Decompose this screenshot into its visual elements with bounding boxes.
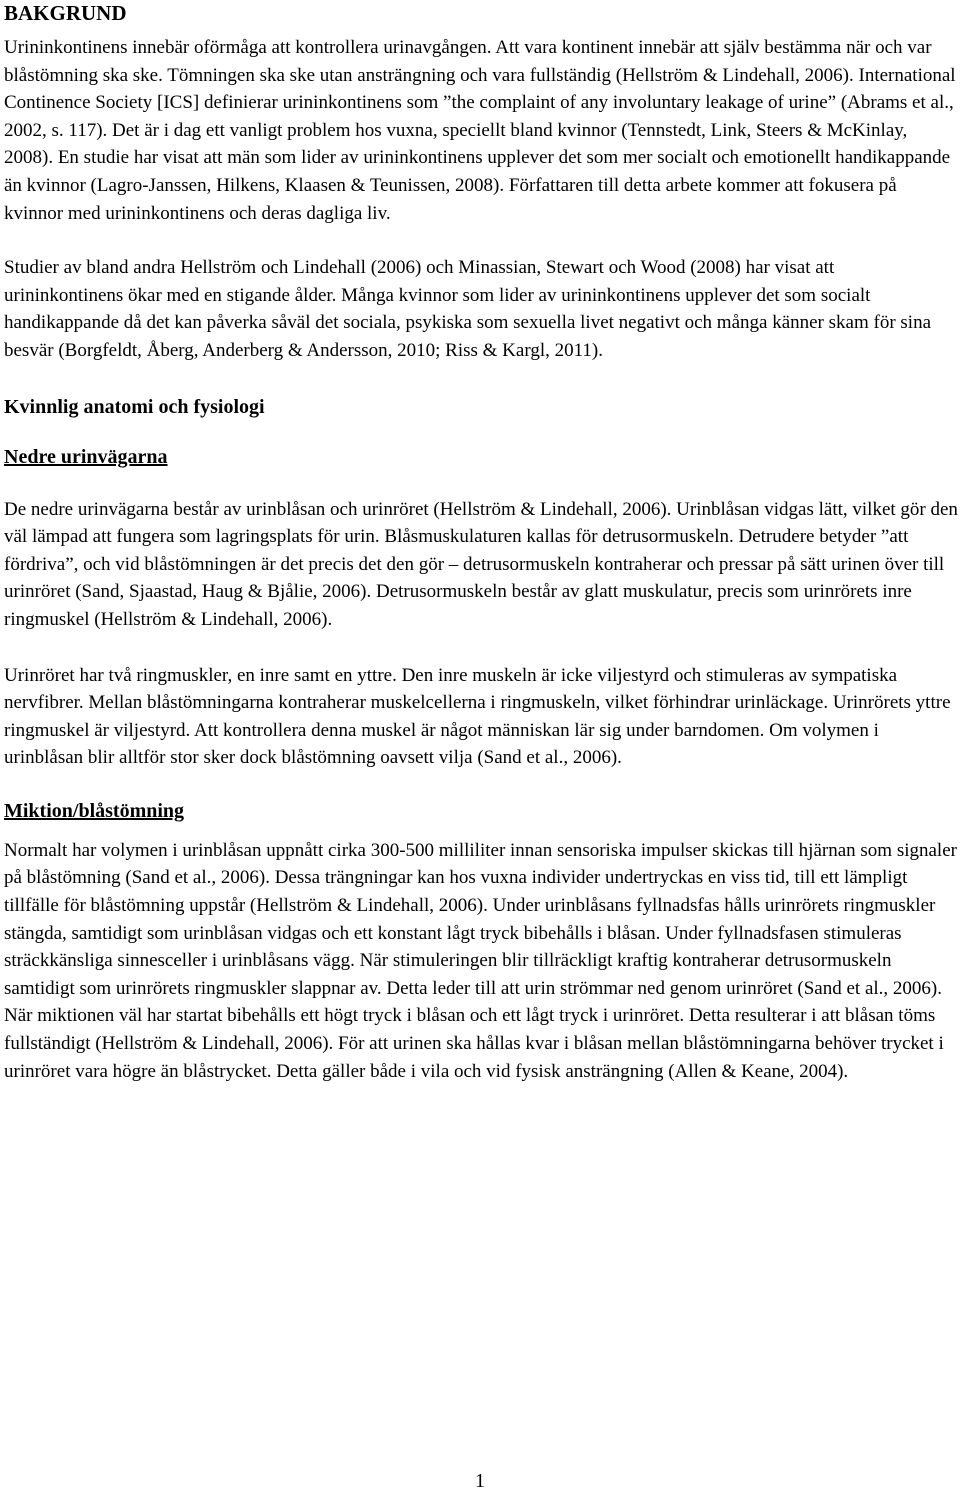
subheading-lower-urinary: Nedre urinvägarna: [4, 445, 168, 468]
page-number: 1: [475, 1470, 485, 1492]
subheading-micturition: Miktion/blåstömning: [4, 799, 185, 822]
subheading-anatomy: Kvinnlig anatomi och fysiologi: [4, 395, 265, 418]
document-page: [4, 0, 958, 1085]
section-heading: BAKGRUND: [4, 1, 127, 25]
paragraph-lower-urinary: De nedre urinvägarna består av urinblåsan och urinröret (Hellström & Lindehall, 2006). Urinblåsan vidgas lätt, vilket gör den väl lämpad att fungera som lagringsplats för urin. Blåsmuskulaturen kallas för detrusormuskeln. Detrudere betyder ”att fördriva”, och vid blåstömningen är det precis det den gör – detrusormuskeln kontraherar och pressar på sätt urinen över till urinröret (Sand, Sjaastad, Haug & Bjålie, 2006). Detrusormuskeln består av glatt muskulatur, precis som urinrörets inre ringmuskel (Hellström & Lindehall, 2006).: [4, 498, 958, 630]
paragraph-prevalence: Studier av bland andra Hellström och Lindehall (2006) och Minassian, Stewart och Wood (2008) har visat att urininkontinens ökar med en stigande ålder. Många kvinnor som lider av urininkontinens upplever det som socialt handikappande då det kan påverka såväl det sociala, psykiska som sexuella livet negativt och många känner skam för sina besvär (Borgfeldt, Åberg, Anderberg & Andersson, 2010; Riss & Kargl, 2011).: [4, 257, 932, 361]
paragraph-intro: Urininkontinens innebär oförmåga att kontrollera urinavgången. Att vara kontinent innebär att själv bestämma när och var blåstömning ska ske. Tömningen ska ske utan ansträngning och vara fullständig (Hellström & Lindehall, 2006). International Continence Society [ICS] definierar urininkontinens som ”the complaint of any involuntary leakage of urine” (Abrams et al., 2002, s. 117). Det är i dag ett vanligt problem hos vuxna, speciellt bland kvinnor (Tennstedt, Link, Steers & McKinlay, 2008). En studie har visat att män som lider av urininkontinens upplever det som mer socialt och emotionellt handikappande än kvinnor (Lagro-Janssen, Hilkens, Klaasen & Teunissen, 2008). Författaren till detta arbete kommer att fokusera på kvinnor med urininkontinens och deras dagliga liv.: [4, 37, 956, 224]
paragraph-urethra: Urinröret har två ringmuskler, en inre samt en yttre. Den inre muskeln är icke viljestyrd och stimuleras av sympatiska nervfibrer. Mellan blåstömningarna kontraherar muskelcellerna i ringmuskeln, vilket förhindrar urinläckage. Urinrörets yttre ringmuskel är viljestyrd. Att kontrollera denna muskel är något människan lär sig under barndomen. Om volymen i urinblåsan blir alltför stor sker dock blåstömning oavsett vilja (Sand et al., 2006).: [4, 664, 951, 769]
paragraph-micturition: Normalt har volymen i urinblåsan uppnått cirka 300-500 milliliter innan sensoriska impulser skickas till hjärnan som signaler på blåstömning (Sand et al., 2006). Dessa trängningar kan hos vuxna individer undertryckas en viss tid, till ett lämpligt tillfälle för blåstömning uppstår (Hellström & Lindehall, 2006). Under urinblåsans fyllnadsfas hålls urinrörets ringmuskler stängda, samtidigt som urinblåsan vidgas och ett konstant lågt tryck bibehålls i blåsan. Under fyllnadsfasen stimuleras sträckkänsliga sinnesceller i urinblåsans vägg. När stimuleringen blir tillräckligt kraftig kontraherar detrusormuskeln samtidigt som urinrörets ringmuskler slappnar av. Detta leder till att urin strömmar ned genom urinröret (Sand et al., 2006). När miktionen väl har startat bibehålls ett högt tryck i blåsan och ett lågt tryck i urinröret. Detta resulterar i att blåsan töms fullständigt (Hellström & Lindehall, 2006). För att urinen ska hållas kvar i blåsan mellan blåstömningarna behöver trycket i urinröret vara högre än blåstrycket. Detta gäller både i vila och vid fysisk ansträngning (Allen & Keane, 2004).: [4, 839, 957, 1082]
